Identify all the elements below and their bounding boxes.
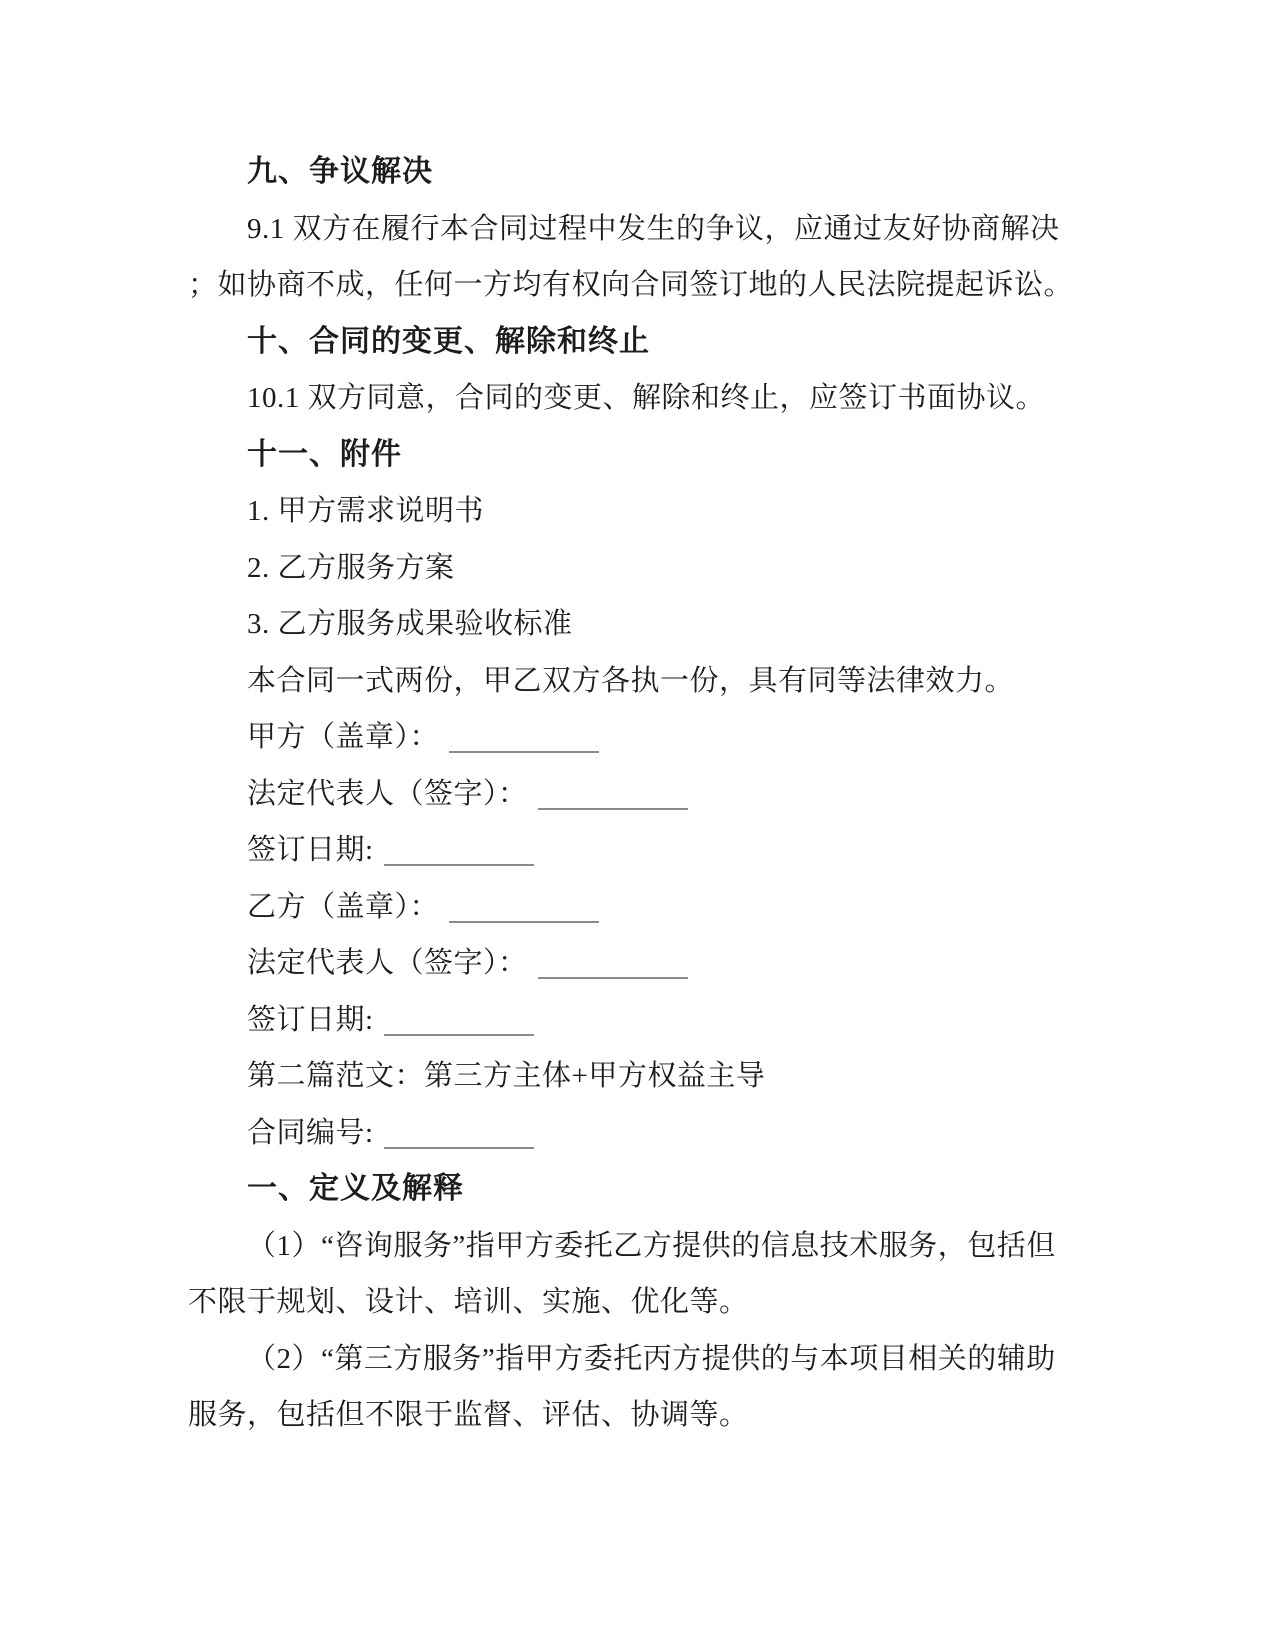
line-text: 九、争议解决 [247,155,433,188]
document-line [188,709,1155,766]
line-text: 9.1 双方在履行本合同过程中发生的争议，应通过友好协商解决 [247,212,1060,245]
document-line [188,766,1155,823]
document-line [188,257,1155,314]
line-text: 签订日期: [247,1003,374,1036]
line-text: 十一、附件 [247,437,402,471]
document-line [188,822,1155,879]
document-line [188,935,1155,992]
document-line [188,1387,1155,1444]
line-text: （2）“第三方服务”指甲方委托丙方提供的与本项目相关的辅助 [247,1342,1056,1375]
document-line [188,1161,1155,1218]
line-text: 3. 乙方服务成果验收标准 [247,608,573,640]
line-text: 服务，包括但不限于监督、评估、协调等。 [188,1399,749,1431]
document-line [188,879,1155,936]
document-line [188,653,1155,710]
document-line [188,540,1155,597]
line-text: 十、合同的变更、解除和终止 [247,324,650,358]
blank-fill-in-field [384,1113,534,1149]
line-text: 合同编号: [247,1116,374,1149]
line-text: 一、定义及解释 [247,1172,464,1205]
document-line [188,1274,1155,1331]
document-line [188,1105,1155,1162]
line-text: 本合同一式两份，甲乙双方各执一份，具有同等法律效力。 [247,664,1015,697]
line-text: 甲方（盖章）： [247,721,440,753]
line-text: ；如协商不成，任何一方均有权向合同签订地的人民法院提起诉讼。 [188,269,1074,301]
document-line [188,1331,1155,1388]
line-text: 1. 甲方需求说明书 [247,495,485,527]
blank-fill-in-field [449,887,599,923]
blank-fill-in-field [384,1000,534,1036]
line-text: 10.1 双方同意，合同的变更、解除和终止，应签订书面协议。 [247,382,1046,414]
blank-fill-in-field [384,830,534,866]
document-line [188,596,1155,653]
blank-fill-in-field [538,774,688,810]
document-line [188,1218,1155,1275]
document-line [188,483,1155,540]
document-line [188,992,1155,1049]
line-text: 乙方（盖章）： [247,890,440,923]
line-text: 法定代表人（签字）： [247,947,528,979]
document-line [188,370,1155,427]
document-line [188,1048,1155,1105]
line-text: （1）“咨询服务”指甲方委托乙方提供的信息技术服务，包括但 [247,1229,1056,1262]
line-text: 签订日期: [247,834,374,866]
line-text: 不限于规划、设计、培训、实施、优化等。 [188,1286,749,1318]
document-line [188,427,1155,484]
line-text: 法定代表人（签字）： [247,777,528,810]
document-line [188,201,1155,258]
document-line [188,144,1155,201]
line-text: 2. 乙方服务方案 [247,551,455,584]
blank-fill-in-field [449,717,599,753]
blank-fill-in-field [538,943,688,979]
document-line [188,314,1155,371]
line-text: 第二篇范文：第三方主体+甲方权益主导 [247,1060,766,1092]
